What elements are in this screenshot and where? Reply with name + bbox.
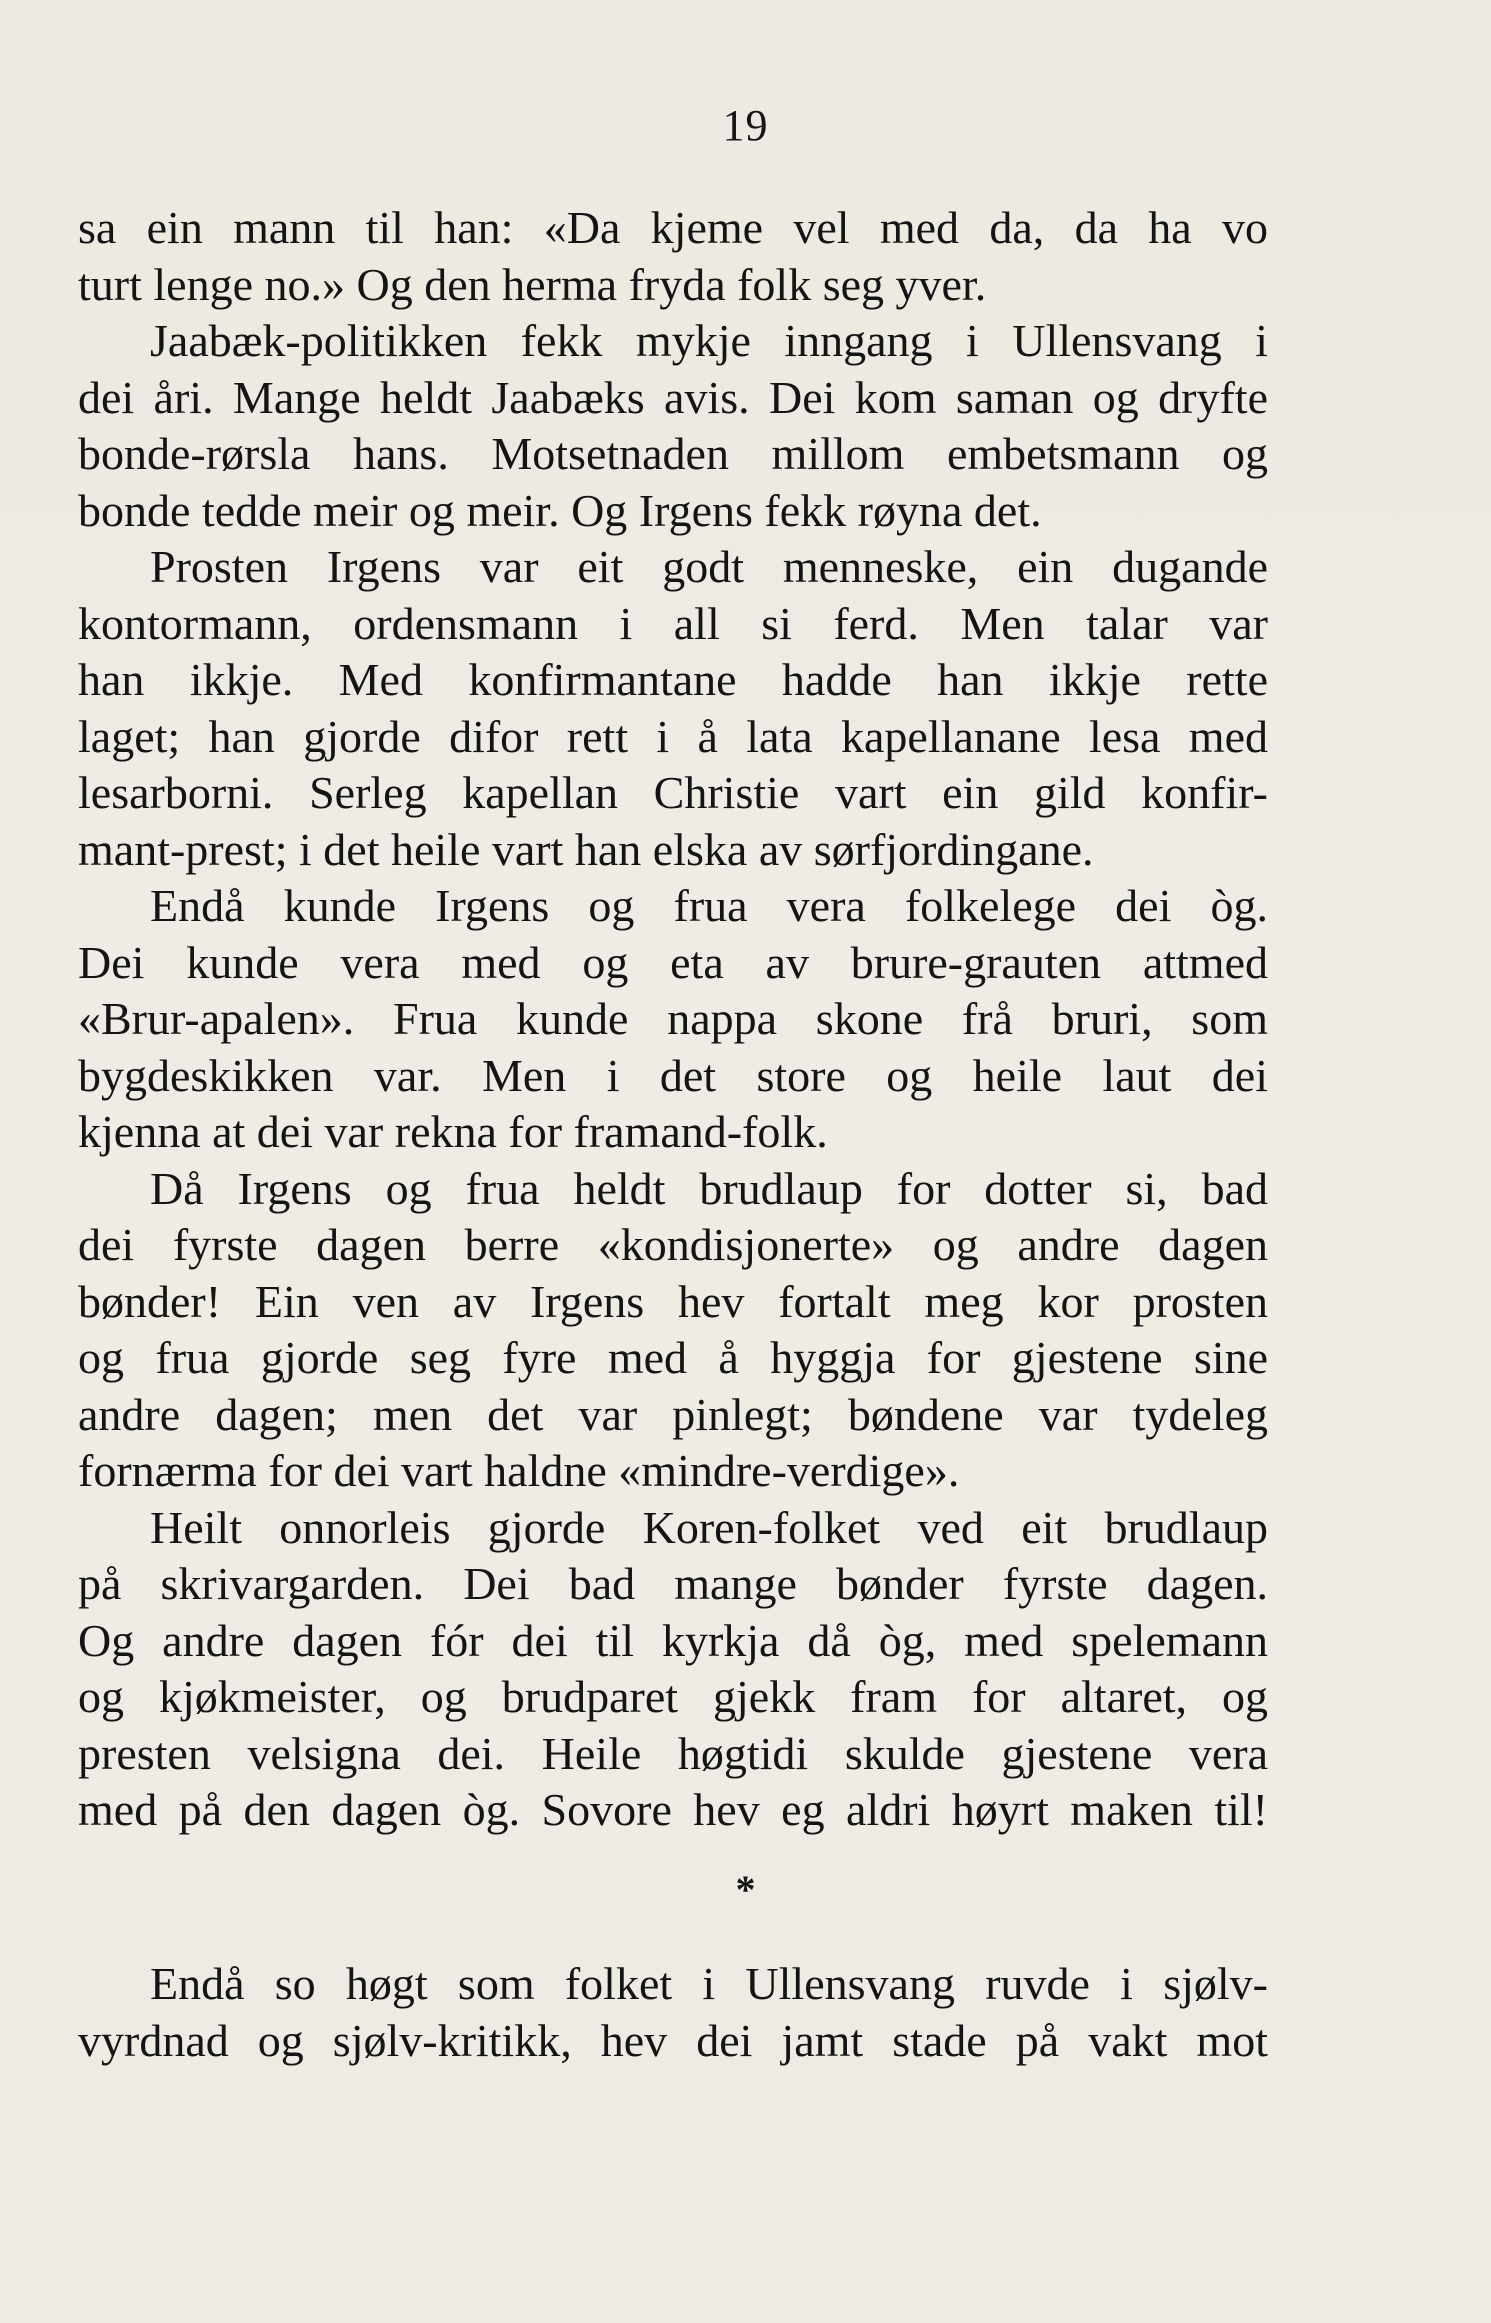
text-line: andre dagen; men det var pinlegt; bøndene var tydeleg xyxy=(78,1388,1268,1440)
text-line: presten velsigna dei. Heile høgtidi skulde gjestene vera xyxy=(78,1727,1268,1779)
text-line: Endå so høgt som folket i Ullensvang ruvde i sjølv- xyxy=(150,1958,1268,2009)
text-line: dei åri. Mange heldt Jaabæks avis. Dei kom saman og dryfte xyxy=(78,371,1268,423)
text-line: lesarborni. Serleg kapellan Christie vart ein gild konfir- xyxy=(78,767,1268,818)
text-line: Jaabæk-politikken fekk mykje inngang i Ullensvang i xyxy=(150,315,1268,366)
text-line: laget; han gjorde difor rett i å lata kapellanane lesa med xyxy=(78,710,1268,762)
text-line: vyrdnad og sjølv-kritikk, hev dei jamt stade på vakt mot xyxy=(78,2014,1268,2066)
text-line: kontormann, ordensmann i all si ferd. Men talar var xyxy=(78,597,1268,649)
text-line: bonde tedde meir og meir. Og Irgens fekk røyna det. xyxy=(78,484,1042,536)
page-number: 19 xyxy=(722,101,769,150)
text-line: fornærma for dei vart haldne «mindre-verdige». xyxy=(78,1445,960,1496)
text-line: han ikkje. Med konfirmantane hadde han ikkje rette xyxy=(78,654,1268,705)
text-line: mant-prest; i det heile vart han elska av sørfjordingane. xyxy=(78,823,1094,875)
text-line: kjenna at dei var rekna for framand-folk. xyxy=(78,1106,828,1157)
text-line: på skrivargarden. Dei bad mange bønder fyrste dagen. xyxy=(78,1558,1268,1609)
text-line: dei fyrste dagen berre «kondisjonerte» og andre dagen xyxy=(78,1219,1268,1270)
text-line: med på den dagen òg. Sovore hev eg aldri høyrt maken til! xyxy=(78,1784,1268,1835)
section-separator: * xyxy=(735,1867,756,1912)
text-line: Då Irgens og frua heldt brudlaup for dotter si, bad xyxy=(150,1162,1268,1214)
text-line: «Brur-apalen». Frua kunde nappa skone frå bruri, som xyxy=(78,993,1268,1044)
text-line: Endå kunde Irgens og frua vera folkelege dei òg. xyxy=(150,880,1268,931)
text-line: bønder! Ein ven av Irgens hev fortalt meg kor prosten xyxy=(78,1275,1268,1327)
text-line: og frua gjorde seg fyre med å hyggja for gjestene sine xyxy=(78,1332,1268,1383)
text-line: Dei kunde vera med og eta av brure-grauten attmed xyxy=(78,936,1268,988)
continuation-text-block xyxy=(78,1956,1268,2069)
text-line: Prosten Irgens var eit godt menneske, ein dugande xyxy=(150,541,1268,592)
text-line: sa ein mann til han: «Da kjeme vel med da, da ha vo xyxy=(78,202,1268,253)
text-line: bonde-rørsla hans. Motsetnaden millom embetsmann og xyxy=(78,428,1268,479)
text-line: bygdeskikken var. Men i det store og heile laut dei xyxy=(78,1049,1268,1101)
text-line: og kjøkmeister, og brudparet gjekk fram for altaret, og xyxy=(78,1671,1268,1722)
main-text-block xyxy=(78,200,1268,1839)
text-line: Heilt onnorleis gjorde Koren-folket ved eit brudlaup xyxy=(150,1501,1268,1553)
text-line: turt lenge no.» Og den herma fryda folk seg yver. xyxy=(78,258,987,310)
text-line: Og andre dagen fór dei til kyrkja då òg, med spelemann xyxy=(78,1614,1268,1666)
